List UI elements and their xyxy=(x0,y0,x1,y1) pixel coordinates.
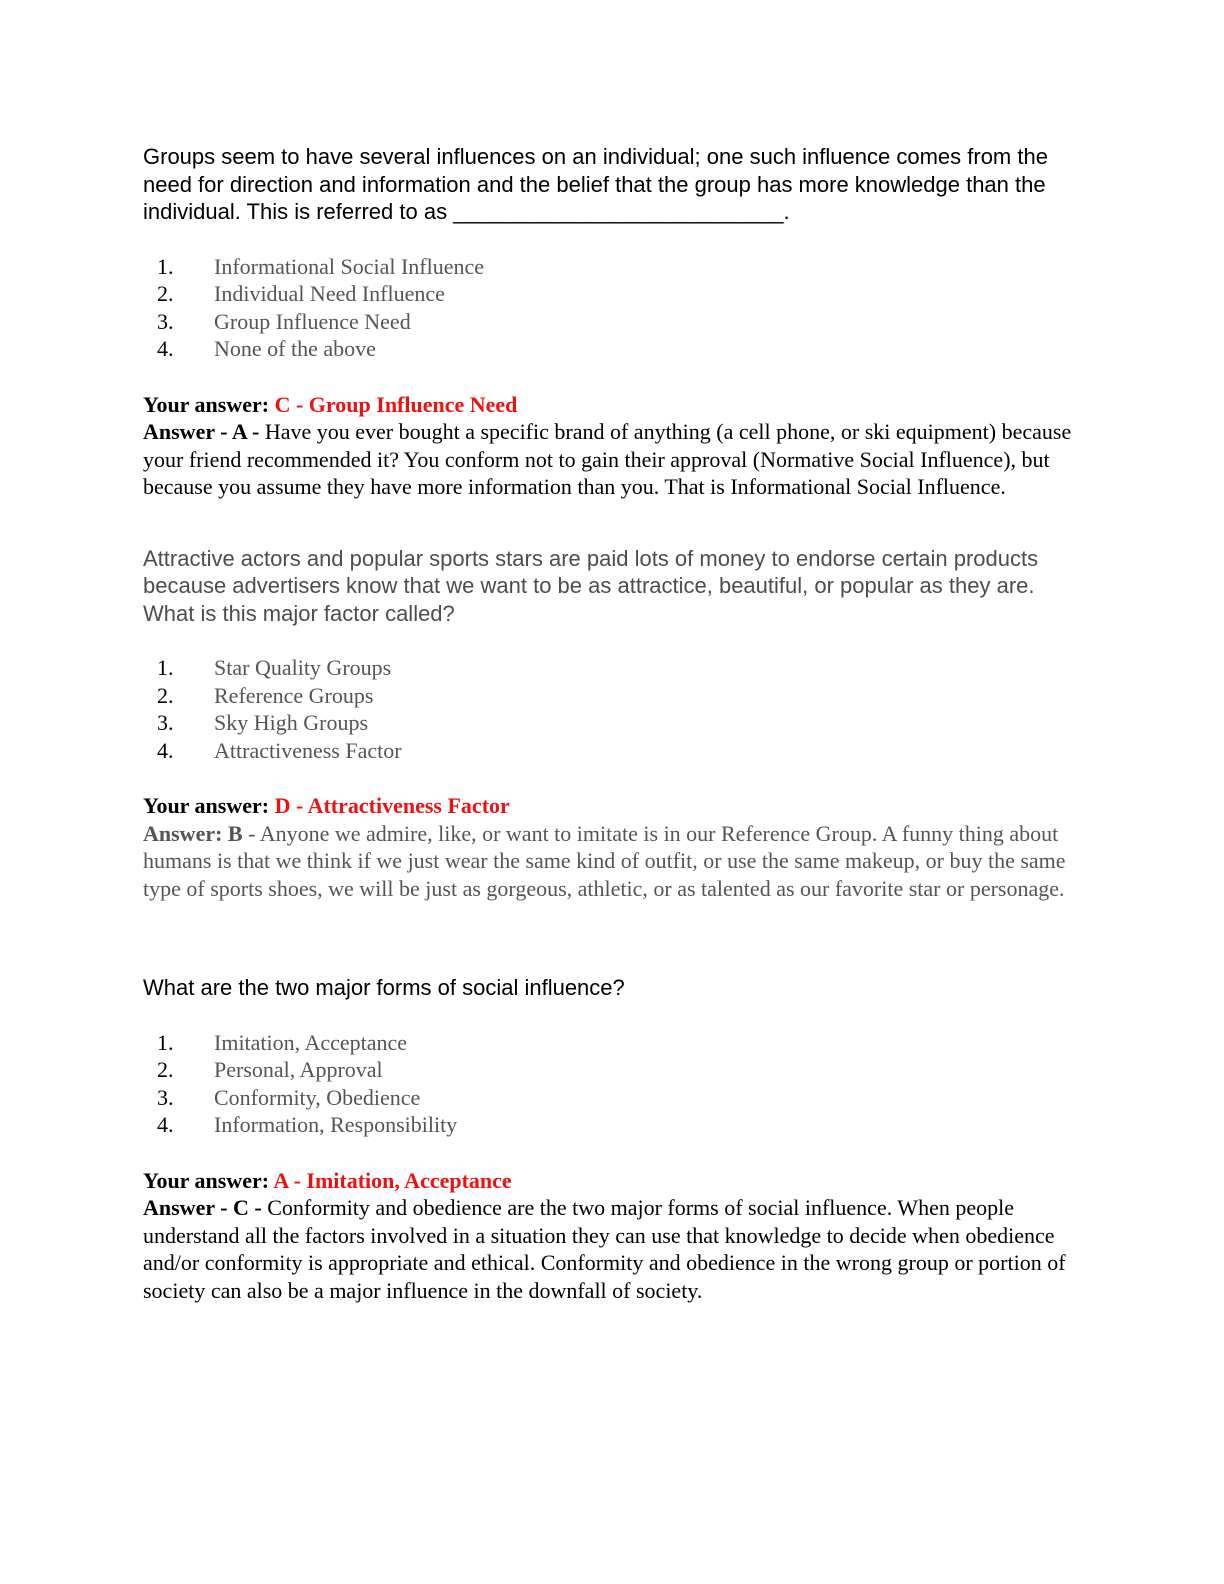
option-text: Sky High Groups xyxy=(214,710,369,735)
answer-text: Conformity and obedience are the two major forms of social influence. When people understand all the factors involved in a situation they can use that knowledge to decide when obedience and/or conformity is appropriate and ethical. Conformity and obedience in the wrong group or portion of society can also be a major influence in the downfall of society. xyxy=(143,1195,1066,1303)
your-answer xyxy=(143,1167,1073,1195)
option-number: 2. xyxy=(157,1057,174,1082)
your-answer-value: A - Imitation, Acceptance xyxy=(273,1167,512,1193)
answer-explanation xyxy=(143,418,1073,501)
option-text: Conformity, Obedience xyxy=(214,1084,421,1110)
option-item xyxy=(143,1084,1073,1112)
option-number: 1. xyxy=(157,655,174,680)
answer-explanation xyxy=(143,1194,1073,1304)
option-item xyxy=(143,654,1073,682)
option-text: Reference Groups xyxy=(214,682,374,708)
your-answer xyxy=(143,792,1073,820)
option-text: Imitation, Acceptance xyxy=(214,1029,408,1055)
option-text: Informational Social Influence xyxy=(214,253,485,279)
question-prompt: Attractive actors and popular sports stars are paid lots of money to endorse certain products because advertisers know that we want to be as attractice, beautiful, or popular as they are. What is this major factor called? xyxy=(143,545,1039,626)
spacer xyxy=(143,902,1073,974)
option-item xyxy=(143,709,1073,737)
question-prompt: Groups seem to have several influences on an individual; one such influence comes from the need for direction and information and the belief that the group has more knowledge than the individual. This is referred to as ___________________________. xyxy=(143,144,1048,224)
option-number: 2. xyxy=(157,281,174,306)
your-answer-value: C - Group Influence Need xyxy=(274,391,518,417)
option-item xyxy=(143,308,1073,336)
option-item xyxy=(143,335,1073,363)
option-number: 2. xyxy=(157,682,174,708)
your-answer-label: Your answer: xyxy=(143,1167,270,1193)
your-answer xyxy=(143,391,1073,419)
option-text: Information, Responsibility xyxy=(214,1112,458,1137)
option-text: None of the above xyxy=(214,336,376,361)
options-list xyxy=(143,654,1073,764)
option-number: 4. xyxy=(157,737,174,763)
spacer xyxy=(143,501,1073,545)
option-item xyxy=(143,682,1073,710)
option-number: 4. xyxy=(157,1112,174,1137)
question-block-2 xyxy=(143,545,1073,903)
your-answer-label: Your answer: xyxy=(143,793,270,818)
option-text: Individual Need Influence xyxy=(214,281,445,306)
question-prompt: What are the two major forms of social influence? xyxy=(143,975,625,1000)
option-item xyxy=(143,1111,1073,1139)
your-answer-value: D - Attractiveness Factor xyxy=(274,793,510,818)
option-number: 3. xyxy=(157,710,174,735)
answer-key: Answer - C - xyxy=(143,1195,262,1220)
answer-explanation xyxy=(143,820,1073,903)
answer-text: Have you ever bought a specific brand of anything (a cell phone, or ski equipment) because your friend recommended it? You conform not to gain their approval (Normative Social Influence), but because you assume they have more information than you. That is Informational Social Influence. xyxy=(143,419,1072,499)
answer-text: - Anyone we admire, like, or want to imitate is in our Reference Group. A funny thing about humans is that we think if we just wear the same kind of outfit, or use the same makeup, or buy the same type of sports shoes, we will be just as gorgeous, athletic, or as talented as our favorite star or personage. xyxy=(143,820,1066,901)
document-page xyxy=(143,143,1073,1304)
options-list xyxy=(143,1029,1073,1139)
question-block-3 xyxy=(143,974,1073,1304)
option-number: 1. xyxy=(157,1029,174,1055)
answer-key: Answer - A - xyxy=(143,419,260,444)
option-text: Attractiveness Factor xyxy=(214,737,402,763)
option-item xyxy=(143,1029,1073,1057)
option-item xyxy=(143,1056,1073,1084)
option-item xyxy=(143,737,1073,765)
option-text: Group Influence Need xyxy=(214,308,411,334)
option-text: Star Quality Groups xyxy=(214,655,392,680)
option-item xyxy=(143,280,1073,308)
option-text: Personal, Approval xyxy=(214,1057,383,1082)
your-answer-label: Your answer: xyxy=(143,391,270,417)
answer-key: Answer: B xyxy=(143,820,243,846)
option-item xyxy=(143,253,1073,281)
options-list xyxy=(143,253,1073,363)
option-number: 1. xyxy=(157,253,174,279)
option-number: 4. xyxy=(157,336,174,361)
question-block-1 xyxy=(143,143,1073,501)
option-number: 3. xyxy=(157,308,174,334)
option-number: 3. xyxy=(157,1084,174,1110)
